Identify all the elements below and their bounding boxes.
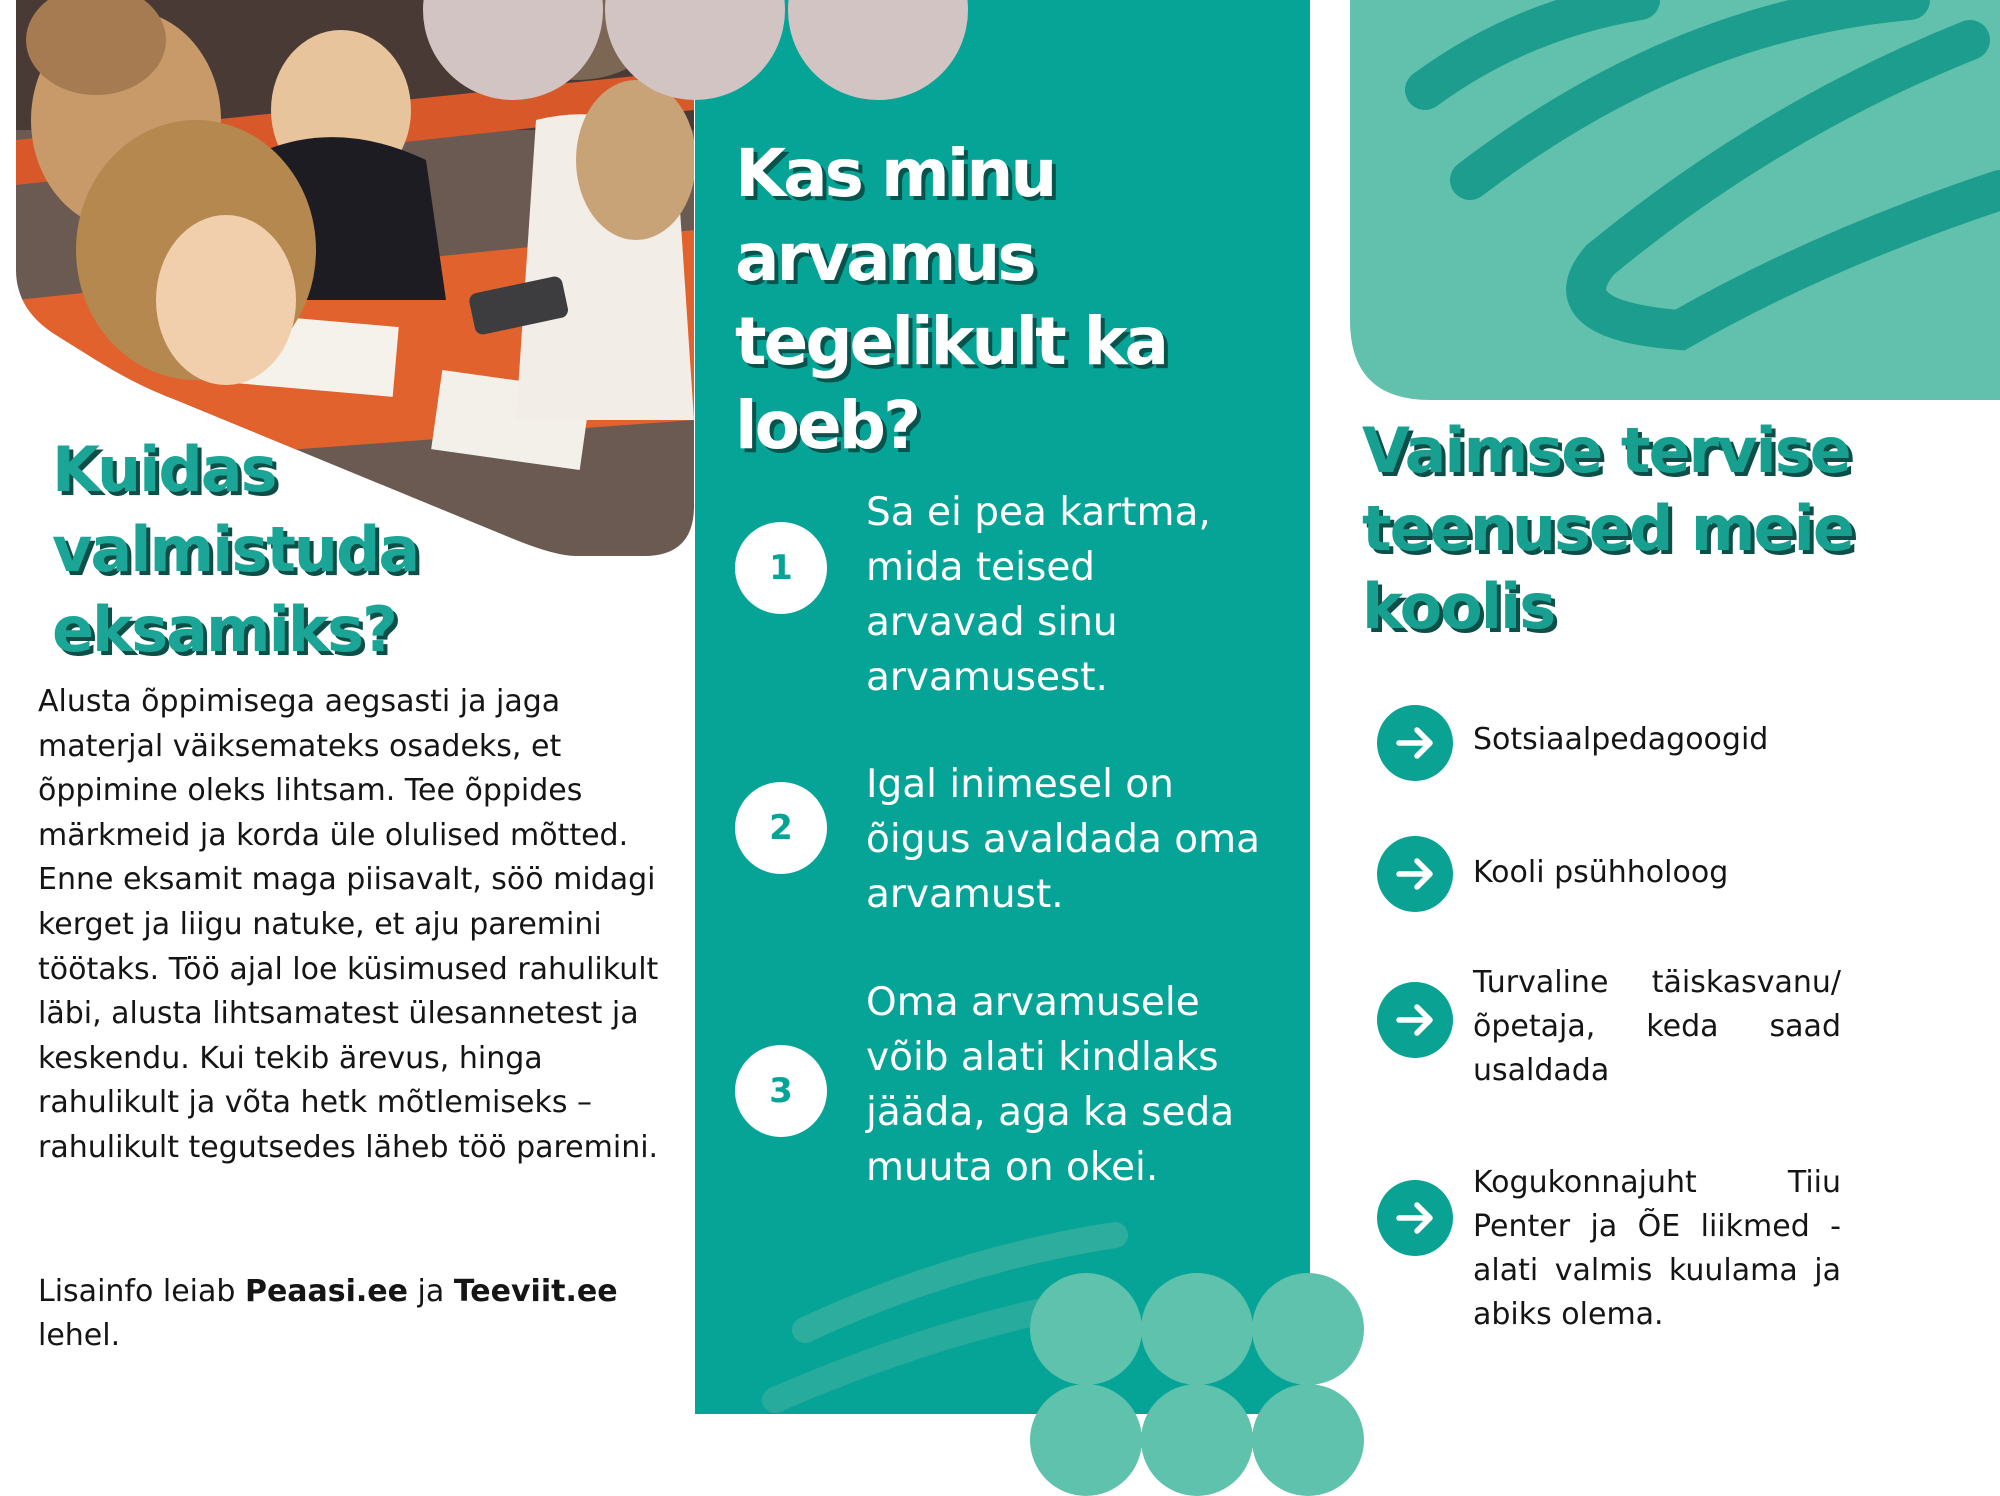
number-badge-3: 3 [735,1045,827,1137]
middle-title-line: Kas minu [735,135,1055,212]
arrow-right-icon [1377,982,1453,1058]
teeviit-link[interactable]: Teeviit.ee [453,1274,618,1309]
point-text-1: Sa ei pea kartma, mida teised arvavad sinu arvamusest. [866,490,1211,700]
squiggle-decoration [1350,0,2000,400]
left-title-line: Kuidas [52,433,276,506]
middle-title-line: loeb? [735,387,919,464]
arrow-right-icon [1377,836,1453,912]
middle-title-line: tegelikult ka [735,303,1167,380]
arrow-right-icon [1377,1180,1453,1256]
teal-circle [1252,1273,1364,1385]
teal-circle [1141,1273,1253,1385]
peaasi-link[interactable]: Peaasi.ee [244,1274,409,1309]
middle-title [735,132,1255,468]
left-title-line: valmistuda [52,513,419,586]
point-text-3: Oma arvamusele võib alati kindlaks jääda, aga ka seda muuta on okei. [866,980,1235,1190]
right-title-line: teenused meie [1362,492,1853,565]
number-badge-1: 1 [735,522,827,614]
service-item-social-pedagogues: Sotsiaalpedagoogid [1473,722,1769,757]
service-item-trusted-adult: Turvaline täiskasvanu/ õpetaja, keda saad usaldada [1473,965,1841,1088]
right-title-line: koolis [1362,570,1555,643]
point-text-2: Igal inimesel on õigus avaldada oma arvamust. [866,762,1261,917]
teal-circle [1252,1384,1364,1496]
arrow-right-icon [1377,705,1453,781]
left-title [52,430,418,670]
teal-circle [1141,1384,1253,1496]
more-info-mid: ja [408,1274,454,1309]
right-title [1362,412,1982,646]
left-title-line: eksamiks? [52,593,396,666]
service-item-psychologist: Kooli psühholoog [1473,855,1729,890]
service-item-community-leader: Kogukonnajuht Tiiu Penter ja ÕE liikmed - alati valmis kuulama ja abiks olema. [1473,1165,1841,1332]
teal-circle [1030,1384,1142,1496]
more-info-suffix: lehel. [38,1318,121,1353]
more-info-prefix: Lisainfo leiab [38,1274,245,1309]
teal-circle [1030,1273,1142,1385]
right-title-line: Vaimse tervise [1362,414,1850,487]
more-info-text [38,1270,678,1358]
exam-tips-text: Alusta õppimisega aegsasti ja jaga materjal väiksemateks osadeks, et õppimine oleks lihtsam. Tee õppides märkmeid ja korda üle olulised mõtted. Enne eksamit maga piisavalt, söö midagi kerget ja liigu natuke, et aju paremini töötaks. Töö ajal loe küsimused rahulikult läbi, alusta lihtsamatest ülesannetest ja keskendu. Kui tekib ärevus, hinga rahulikult ja võta hetk mõtlemiseks – rahulikult tegutsedes läheb töö paremini. [38,684,659,1165]
number-badge-2: 2 [735,782,827,874]
middle-title-line: arvamus [735,219,1034,296]
